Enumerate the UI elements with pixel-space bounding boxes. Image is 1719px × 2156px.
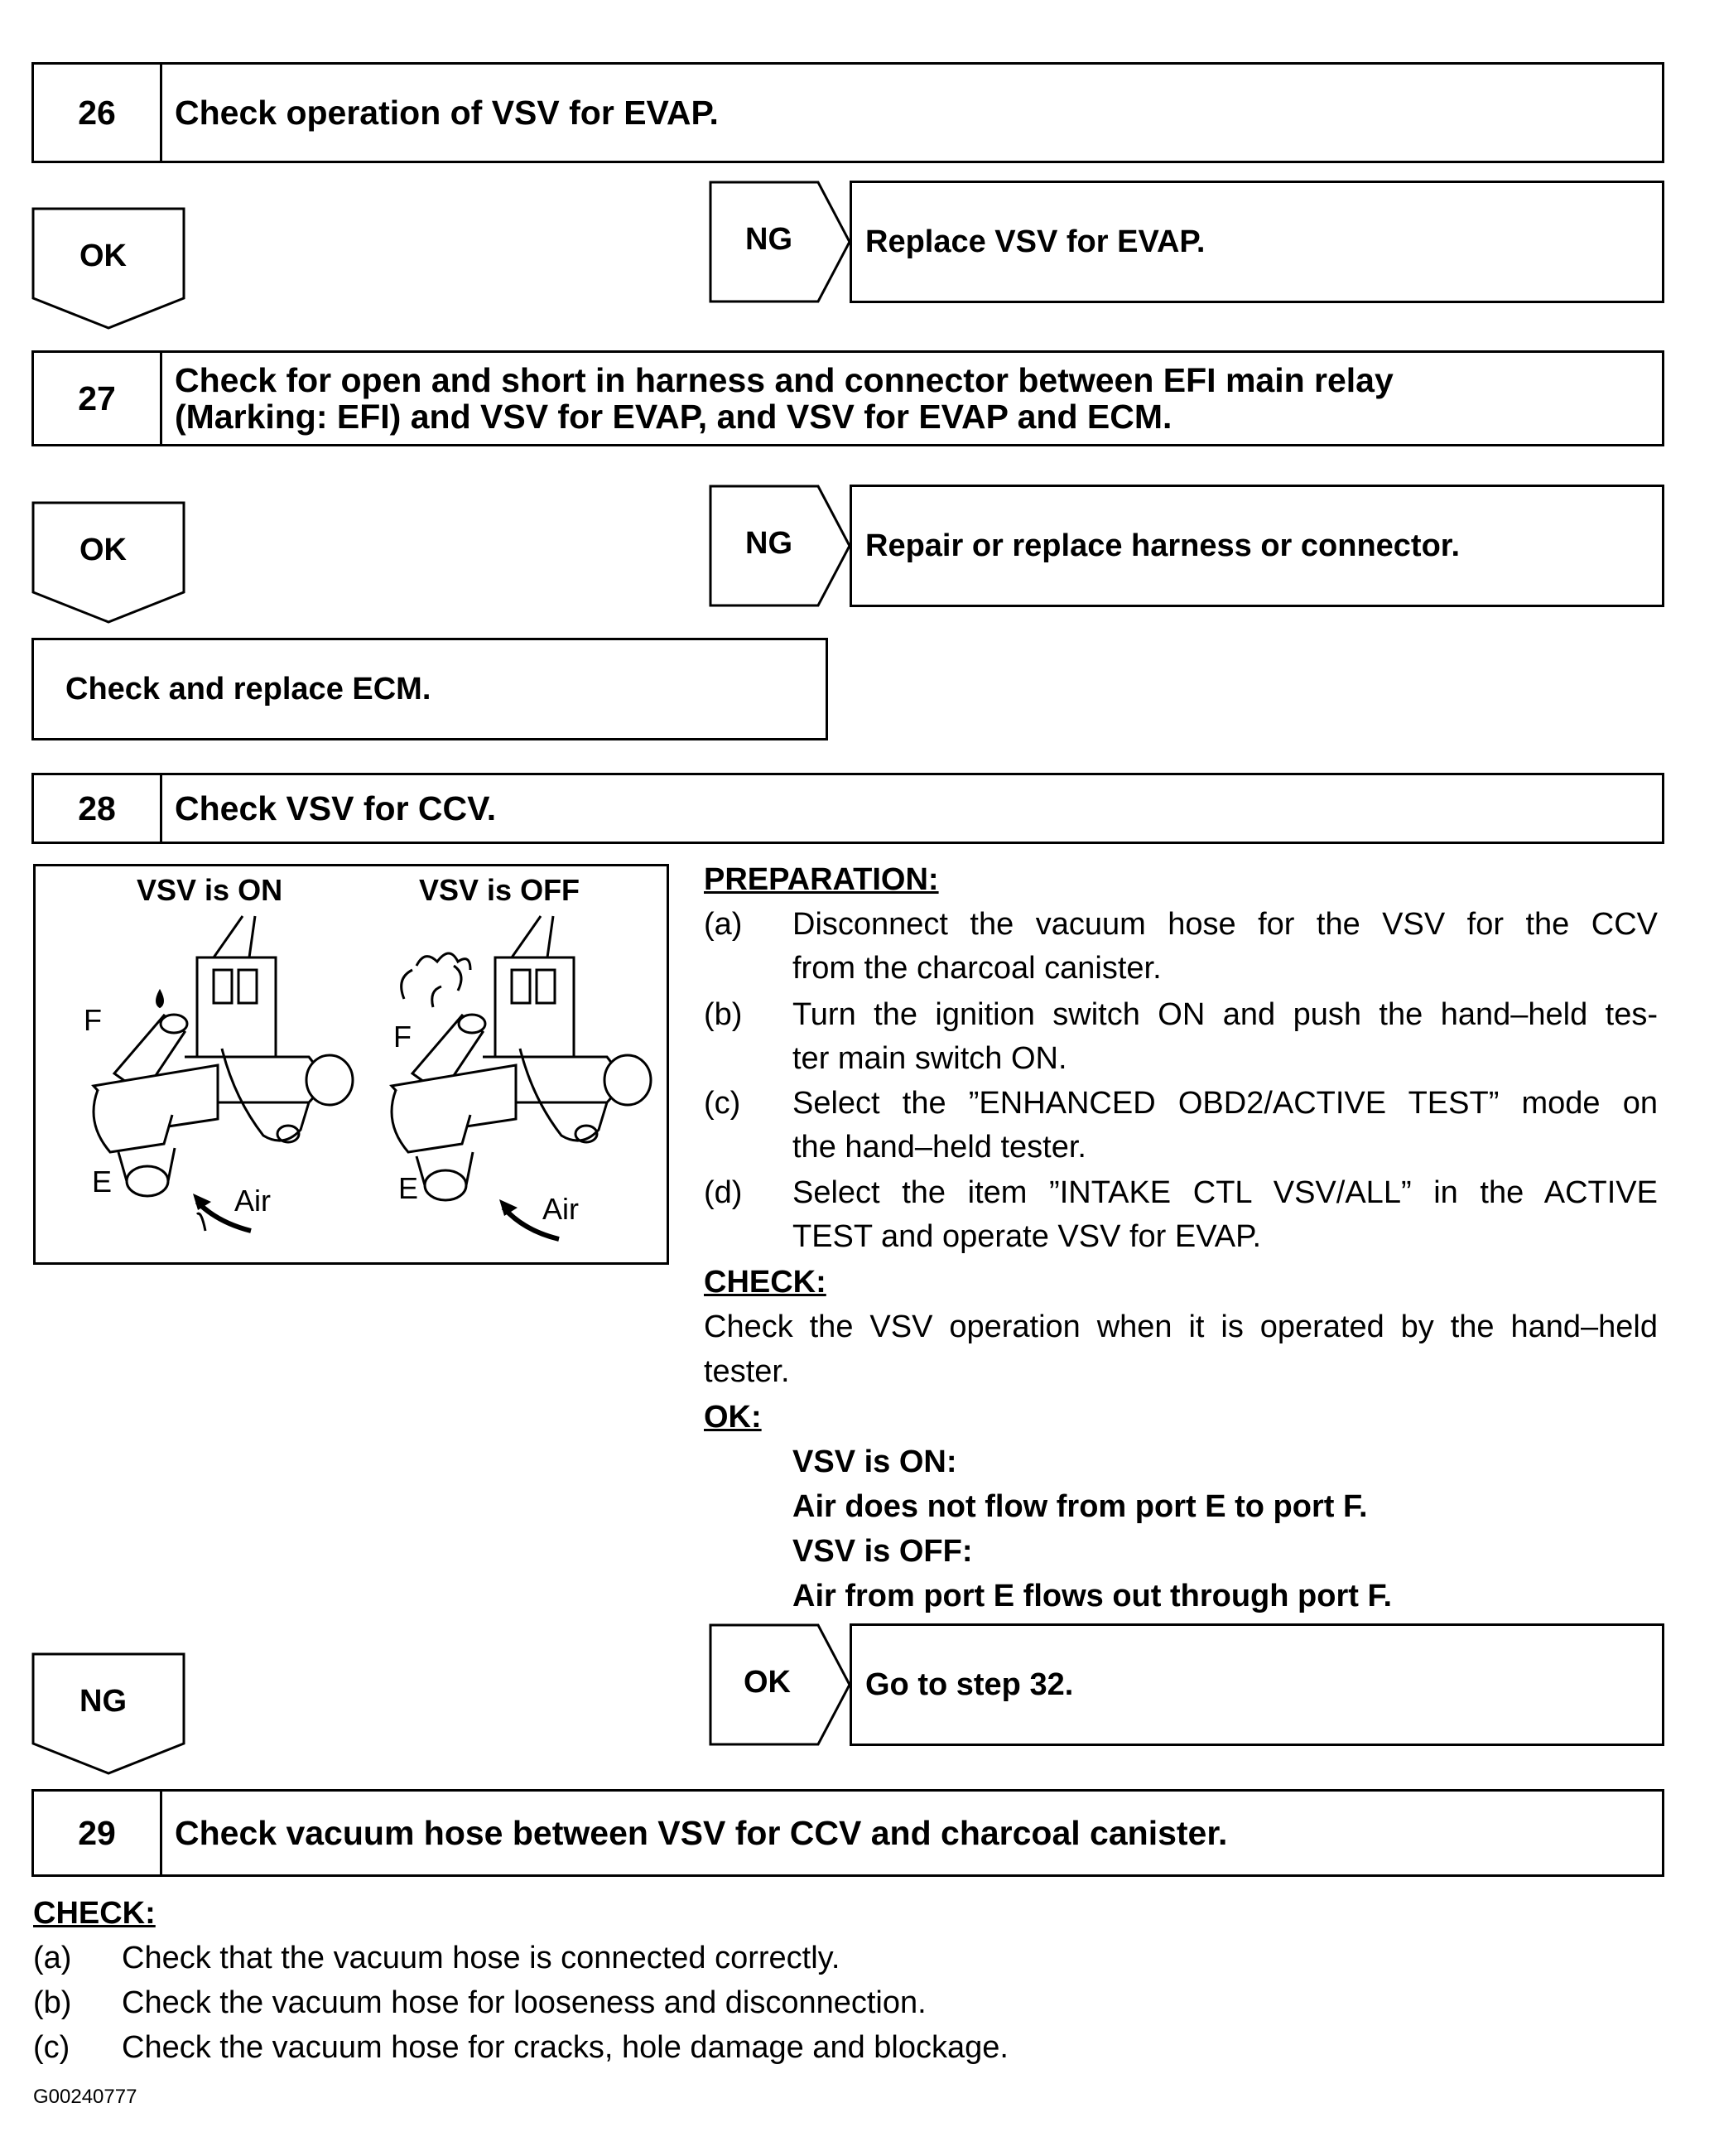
check-line1: Check the VSV operation when it is operated by the hand–held xyxy=(704,1310,1658,1344)
item-marker: (a) xyxy=(33,1941,72,1975)
step-number: 29 xyxy=(34,1792,162,1874)
ng-result-26: Replace VSV for EVAP. xyxy=(850,181,1664,303)
ok-line-2: Air does not flow from port E to port F. xyxy=(792,1489,1368,1524)
step-29-box xyxy=(31,1789,1664,1877)
step-title: Check operation of VSV for EVAP. xyxy=(175,94,719,132)
port-f-left: F xyxy=(84,1003,102,1037)
item-line1: Select the ”ENHANCED OBD2/ACTIVE TEST” mode on xyxy=(792,1086,1658,1121)
prep-item-d xyxy=(704,1171,1658,1259)
item-line1: Disconnect the vacuum hose for the VSV for the CCV xyxy=(792,907,1658,942)
item-line2: TEST and operate VSV for EVAP. xyxy=(792,1219,1262,1254)
ok-line-4: Air from port E flows out through port F. xyxy=(792,1579,1393,1613)
prep-item-a xyxy=(704,903,1658,991)
check-29-heading: CHECK: xyxy=(33,1896,156,1931)
ok-result-28: Go to step 32. xyxy=(850,1623,1664,1746)
step-number: 27 xyxy=(34,353,162,444)
ok-line-1: VSV is ON: xyxy=(792,1445,957,1479)
item-marker: (d) xyxy=(704,1175,743,1210)
check-29-item-a xyxy=(33,1937,1524,1980)
ng-result-27: Repair or replace harness or connector. xyxy=(850,485,1664,607)
ok-result-27: Check and replace ECM. xyxy=(31,638,828,740)
item-marker: (a) xyxy=(704,907,743,942)
item-line2: ter main switch ON. xyxy=(792,1041,1067,1076)
item-marker: (c) xyxy=(33,2030,70,2065)
item-marker: (b) xyxy=(33,1985,72,2020)
step-title-line1: Check for open and short in harness and connector between EFI main relay xyxy=(175,361,1394,399)
ok-label: OK xyxy=(79,239,127,273)
document-id: G00240777 xyxy=(33,2086,137,2108)
air-right: Air xyxy=(542,1192,579,1226)
step-title-line2: (Marking: EFI) and VSV for EVAP, and VSV for EVAP and ECM. xyxy=(175,398,1172,436)
prep-item-b xyxy=(704,993,1658,1081)
ok-label: OK xyxy=(744,1665,791,1700)
step-number: 26 xyxy=(34,65,162,161)
step-28-box xyxy=(31,773,1664,844)
step-27-box xyxy=(31,350,1664,446)
item-line2: from the charcoal canister. xyxy=(792,951,1162,986)
ok-arrow-28 xyxy=(709,1623,851,1746)
check-heading: CHECK: xyxy=(704,1265,826,1300)
step-26-box xyxy=(31,62,1664,163)
item-text: Check that the vacuum hose is connected correctly. xyxy=(122,1941,840,1975)
check-29-item-b xyxy=(33,1981,1524,2025)
item-text: Check the vacuum hose for looseness and disconnection. xyxy=(122,1985,927,2020)
prep-item-c xyxy=(704,1082,1658,1170)
check-29-item-c xyxy=(33,2026,1524,2070)
vsv-off-label: VSV is OFF xyxy=(419,873,580,907)
ng-arrow-28 xyxy=(31,1652,189,1777)
ng-label: NG xyxy=(745,222,792,257)
vsv-on-label: VSV is ON xyxy=(137,873,283,907)
ok-arrow-26 xyxy=(31,207,189,331)
step-title xyxy=(175,353,1654,444)
check-line2: tester. xyxy=(704,1354,790,1389)
item-line2: the hand–held tester. xyxy=(792,1130,1086,1165)
preparation-heading: PREPARATION: xyxy=(704,862,939,897)
ng-arrow-27 xyxy=(709,485,851,607)
step-number: 28 xyxy=(34,775,162,842)
ok-line-3: VSV is OFF: xyxy=(792,1534,973,1569)
ok-arrow-27 xyxy=(31,501,189,625)
vsv-figure xyxy=(33,864,669,1265)
item-marker: (c) xyxy=(704,1086,741,1121)
port-e-right: E xyxy=(398,1171,419,1205)
port-e-left: E xyxy=(92,1165,113,1199)
air-left: Air xyxy=(234,1184,271,1218)
ng-label: NG xyxy=(79,1684,127,1719)
item-line1: Select the item ”INTAKE CTL VSV/ALL” in the ACTIVE xyxy=(792,1175,1658,1210)
item-line1: Turn the ignition switch ON and push the hand–held tes- xyxy=(792,997,1658,1032)
step-title: Check vacuum hose between VSV for CCV and charcoal canister. xyxy=(175,1814,1228,1852)
ng-label: NG xyxy=(745,526,792,561)
ng-arrow-26 xyxy=(709,181,851,303)
step-title: Check VSV for CCV. xyxy=(175,789,497,827)
ok-heading: OK: xyxy=(704,1400,762,1435)
ok-label: OK xyxy=(79,533,127,567)
port-f-right: F xyxy=(393,1020,412,1054)
item-text: Check the vacuum hose for cracks, hole damage and blockage. xyxy=(122,2030,1009,2065)
item-marker: (b) xyxy=(704,997,743,1032)
